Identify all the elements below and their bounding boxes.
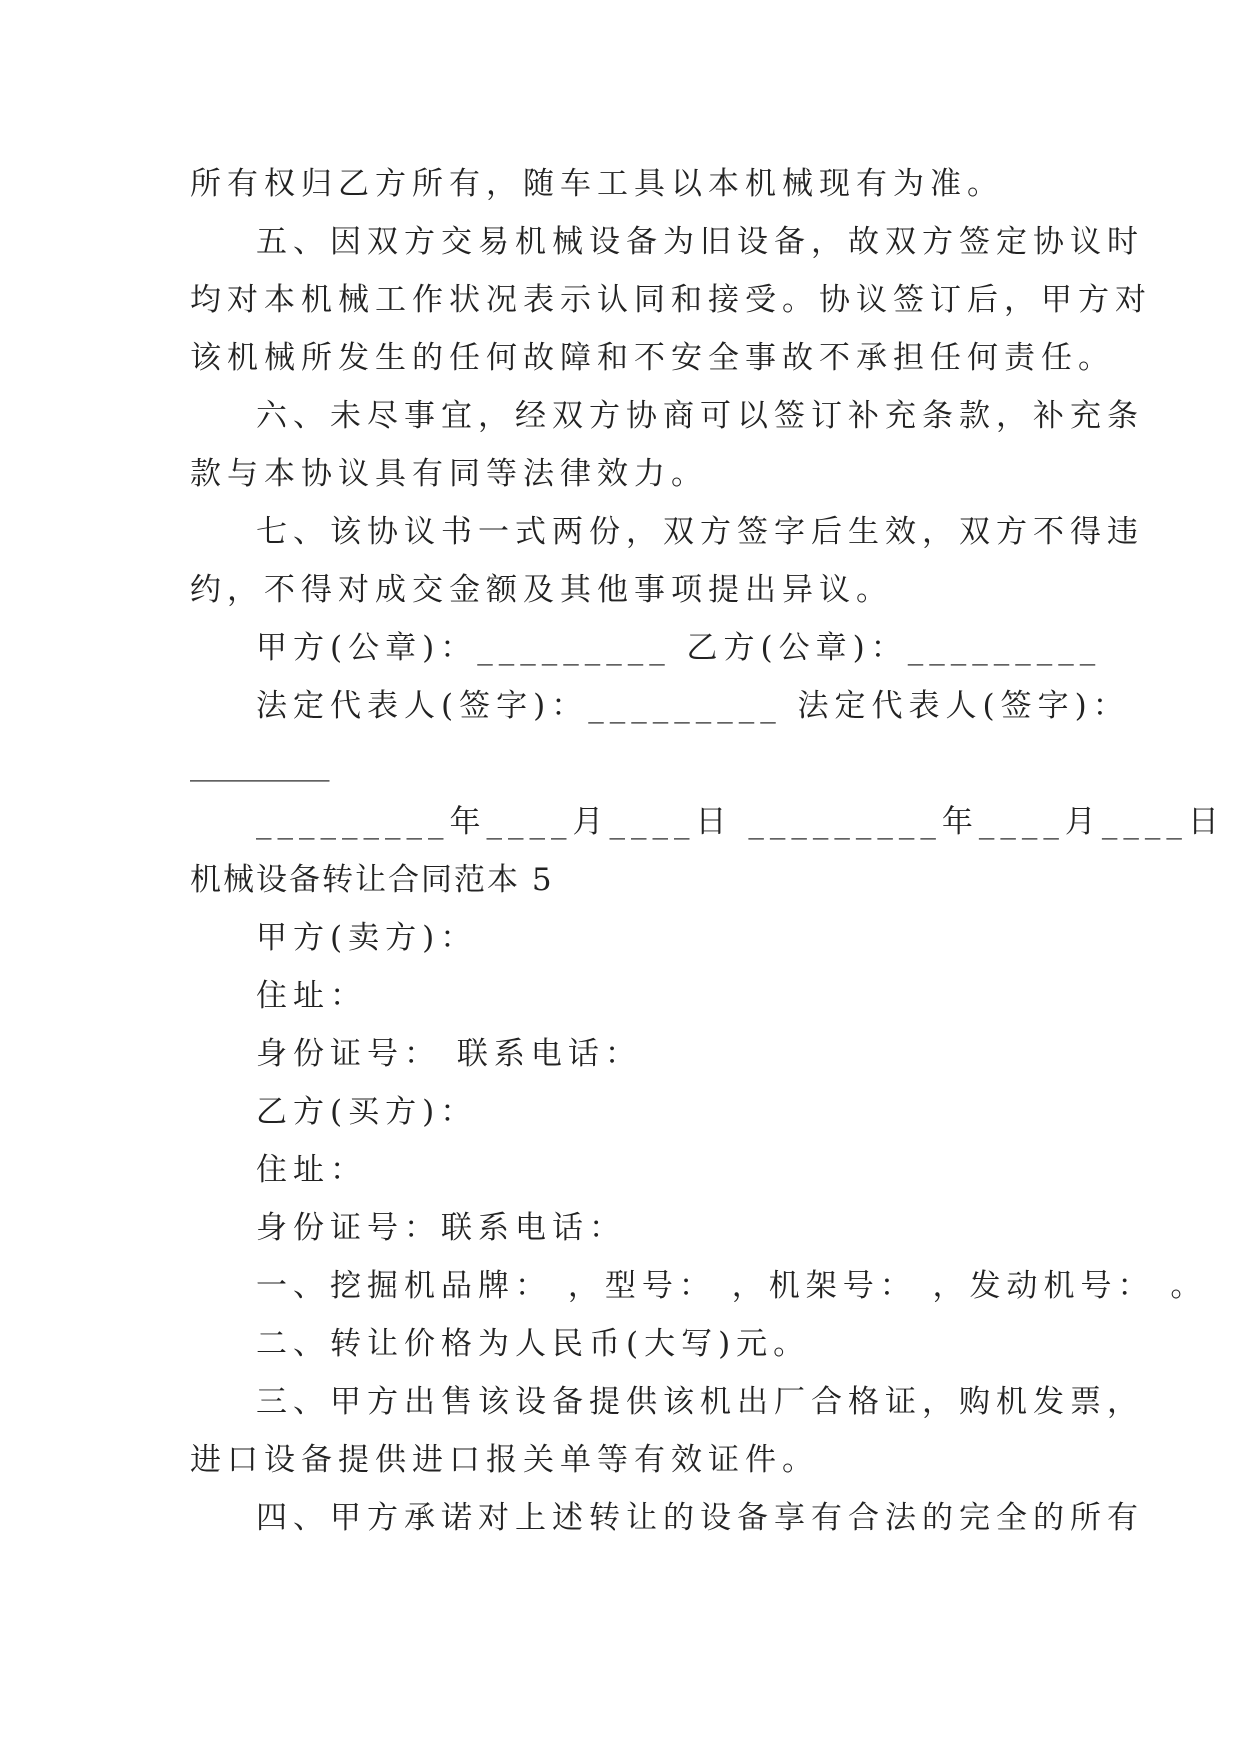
paragraph-line: 约，不得对成交金额及其他事项提出异议。 [190, 572, 893, 608]
seller-id-phone-label: 身份证号： 联系电话： [256, 1036, 642, 1072]
date-line: _________年____月____日 _________年____月____日 [256, 804, 1225, 840]
clause-one: 一、挖掘机品牌： ，型号： ，机架号： ，发动机号： 。 [256, 1268, 1208, 1304]
paragraph-line: 均对本机械工作状况表示认同和接受。协议签订后，甲方对 [190, 282, 1152, 318]
paragraph-line: 所有权归乙方所有，随车工具以本机械现有为准。 [190, 166, 1004, 202]
clause-three: 三、甲方出售该设备提供该机出厂合格证，购机发票， [256, 1384, 1144, 1420]
paragraph-line: 该机械所发生的任何故障和不安全事故不承担任何责任。 [190, 340, 1115, 376]
paragraph-line: 进口设备提供进口报关单等有效证件。 [190, 1442, 819, 1478]
clause-two: 二、转让价格为人民币(大写)元。 [256, 1326, 811, 1362]
clause-seven: 七、该协议书一式两份，双方签字后生效，双方不得违 [256, 514, 1144, 550]
signature-blank: _________ [190, 746, 330, 782]
buyer-address-label: 住址： [256, 1152, 367, 1188]
buyer-id-phone-label: 身份证号：联系电话： [256, 1210, 626, 1246]
section-title: 机械设备转让合同范本 5 [190, 862, 554, 898]
clause-four: 四、甲方承诺对上述转让的设备享有合法的完全的所有 [256, 1500, 1144, 1536]
buyer-label: 乙方(买方)： [256, 1094, 478, 1130]
paragraph-line: 款与本协议具有同等法律效力。 [190, 456, 708, 492]
seller-address-label: 住址： [256, 978, 367, 1014]
clause-five: 五、因双方交易机械设备为旧设备，故双方签定协议时 [256, 224, 1144, 260]
clause-six: 六、未尽事宜，经双方协商可以签订补充条款，补充条 [256, 398, 1144, 434]
seller-label: 甲方(卖方)： [256, 920, 478, 956]
party-seal-line: 甲方(公章)：_________ 乙方(公章)：_________ [256, 630, 1102, 666]
legal-rep-signature-line: 法定代表人(签字)：_________ 法定代表人(签字)： [256, 688, 1130, 724]
